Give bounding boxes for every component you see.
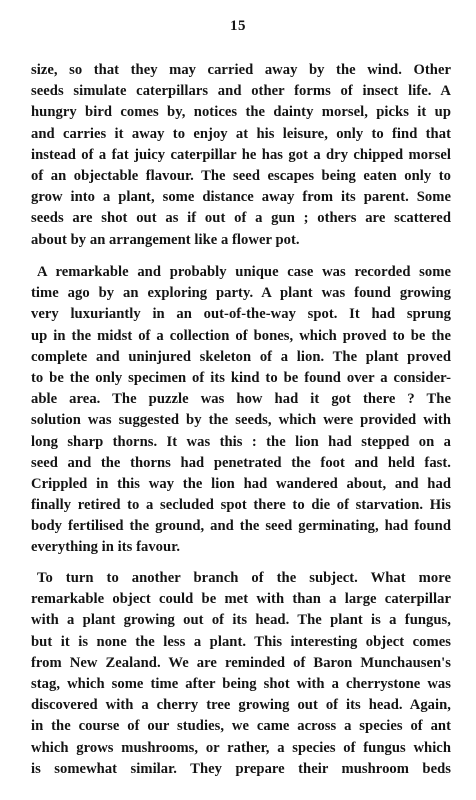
text-line: A remarkable and probably unique case was recorded some [37,264,451,280]
text-line: solution was suggested by the seeds, which were provided with [31,412,451,429]
text-line: but it is none the less a plant. This interesting object comes [31,633,451,650]
text-line: discovered with a cherry tree growing out of its head. Again, [31,697,451,714]
paragraph-caterpillar-fungus [31,568,451,780]
text-line: stag, which some time after being shot with a cherrystone was [31,675,451,692]
page-number: 15 [230,18,246,34]
text-line: with a plant growing out of its head. The plant is a fungus, [31,612,451,629]
text-line: in the course of our studies, we came across a species of ant [31,718,451,735]
text-line: instead of a fat juicy caterpillar he has got a dry chipped morsel [31,146,451,163]
text-line: size, so that they may carried away by the wind. Other [31,62,451,78]
text-line: seed and the thorns had penetrated the foot and held fast. [31,454,451,471]
text-line: hungry bird comes by, notices the dainty morsel, picks it up [31,104,451,121]
text-line: is somewhat similar. They prepare their mushroom beds [31,760,451,777]
text-line: from New Zealand. We are reminded of Baron Munchausen's [31,654,451,671]
text-line: able area. The puzzle was how had it got there ? The [31,391,451,408]
text-line: remarkable object could be met with than a large caterpillar [31,591,451,608]
text-line: long sharp thorns. It was this : the lion had stepped on a [31,433,451,450]
text-line: to be the only specimen of its kind to be found over a consider- [31,369,451,386]
text-line: up in the midst of a collection of bones, which proved to be the [31,327,451,344]
text-line: everything in its favour. [31,539,181,556]
text-line: seeds simulate caterpillars and other forms of insect life. A [31,83,451,100]
text-line: of an objectable flavour. The seed escapes being eaten only to [31,167,451,184]
text-line: To turn to another branch of the subject. What more [37,570,451,586]
text-line: finally retired to a secluded spot there to die of starvation. His [31,497,451,514]
text-line: complete and uninjured skeleton of a lion. The plant proved [31,348,451,365]
text-line: grow into a plant, some distance away from its parent. Some [31,189,451,206]
text-line: time ago by an exploring party. A plant was found growing [31,285,451,302]
text-line: which grows mushrooms, or rather, a species of fungus which [31,739,451,756]
text-line: seeds are shot out as if out of a gun ; others are scattered [31,210,451,227]
text-line: and carries it away to enjoy at his leisure, only to find that [31,125,451,142]
text-line: about by an arrangement like a flower pot. [31,231,300,248]
text-line: body fertilised the ground, and the seed germinating, had found [31,518,451,535]
paragraph-lion-skeleton [31,262,451,559]
paragraph-seed-dispersal [31,60,451,251]
text-line: very luxuriantly in an out-of-the-way spot. It had sprung [31,306,451,323]
text-line: Crippled in this way the lion had wandered about, and had [31,475,451,492]
